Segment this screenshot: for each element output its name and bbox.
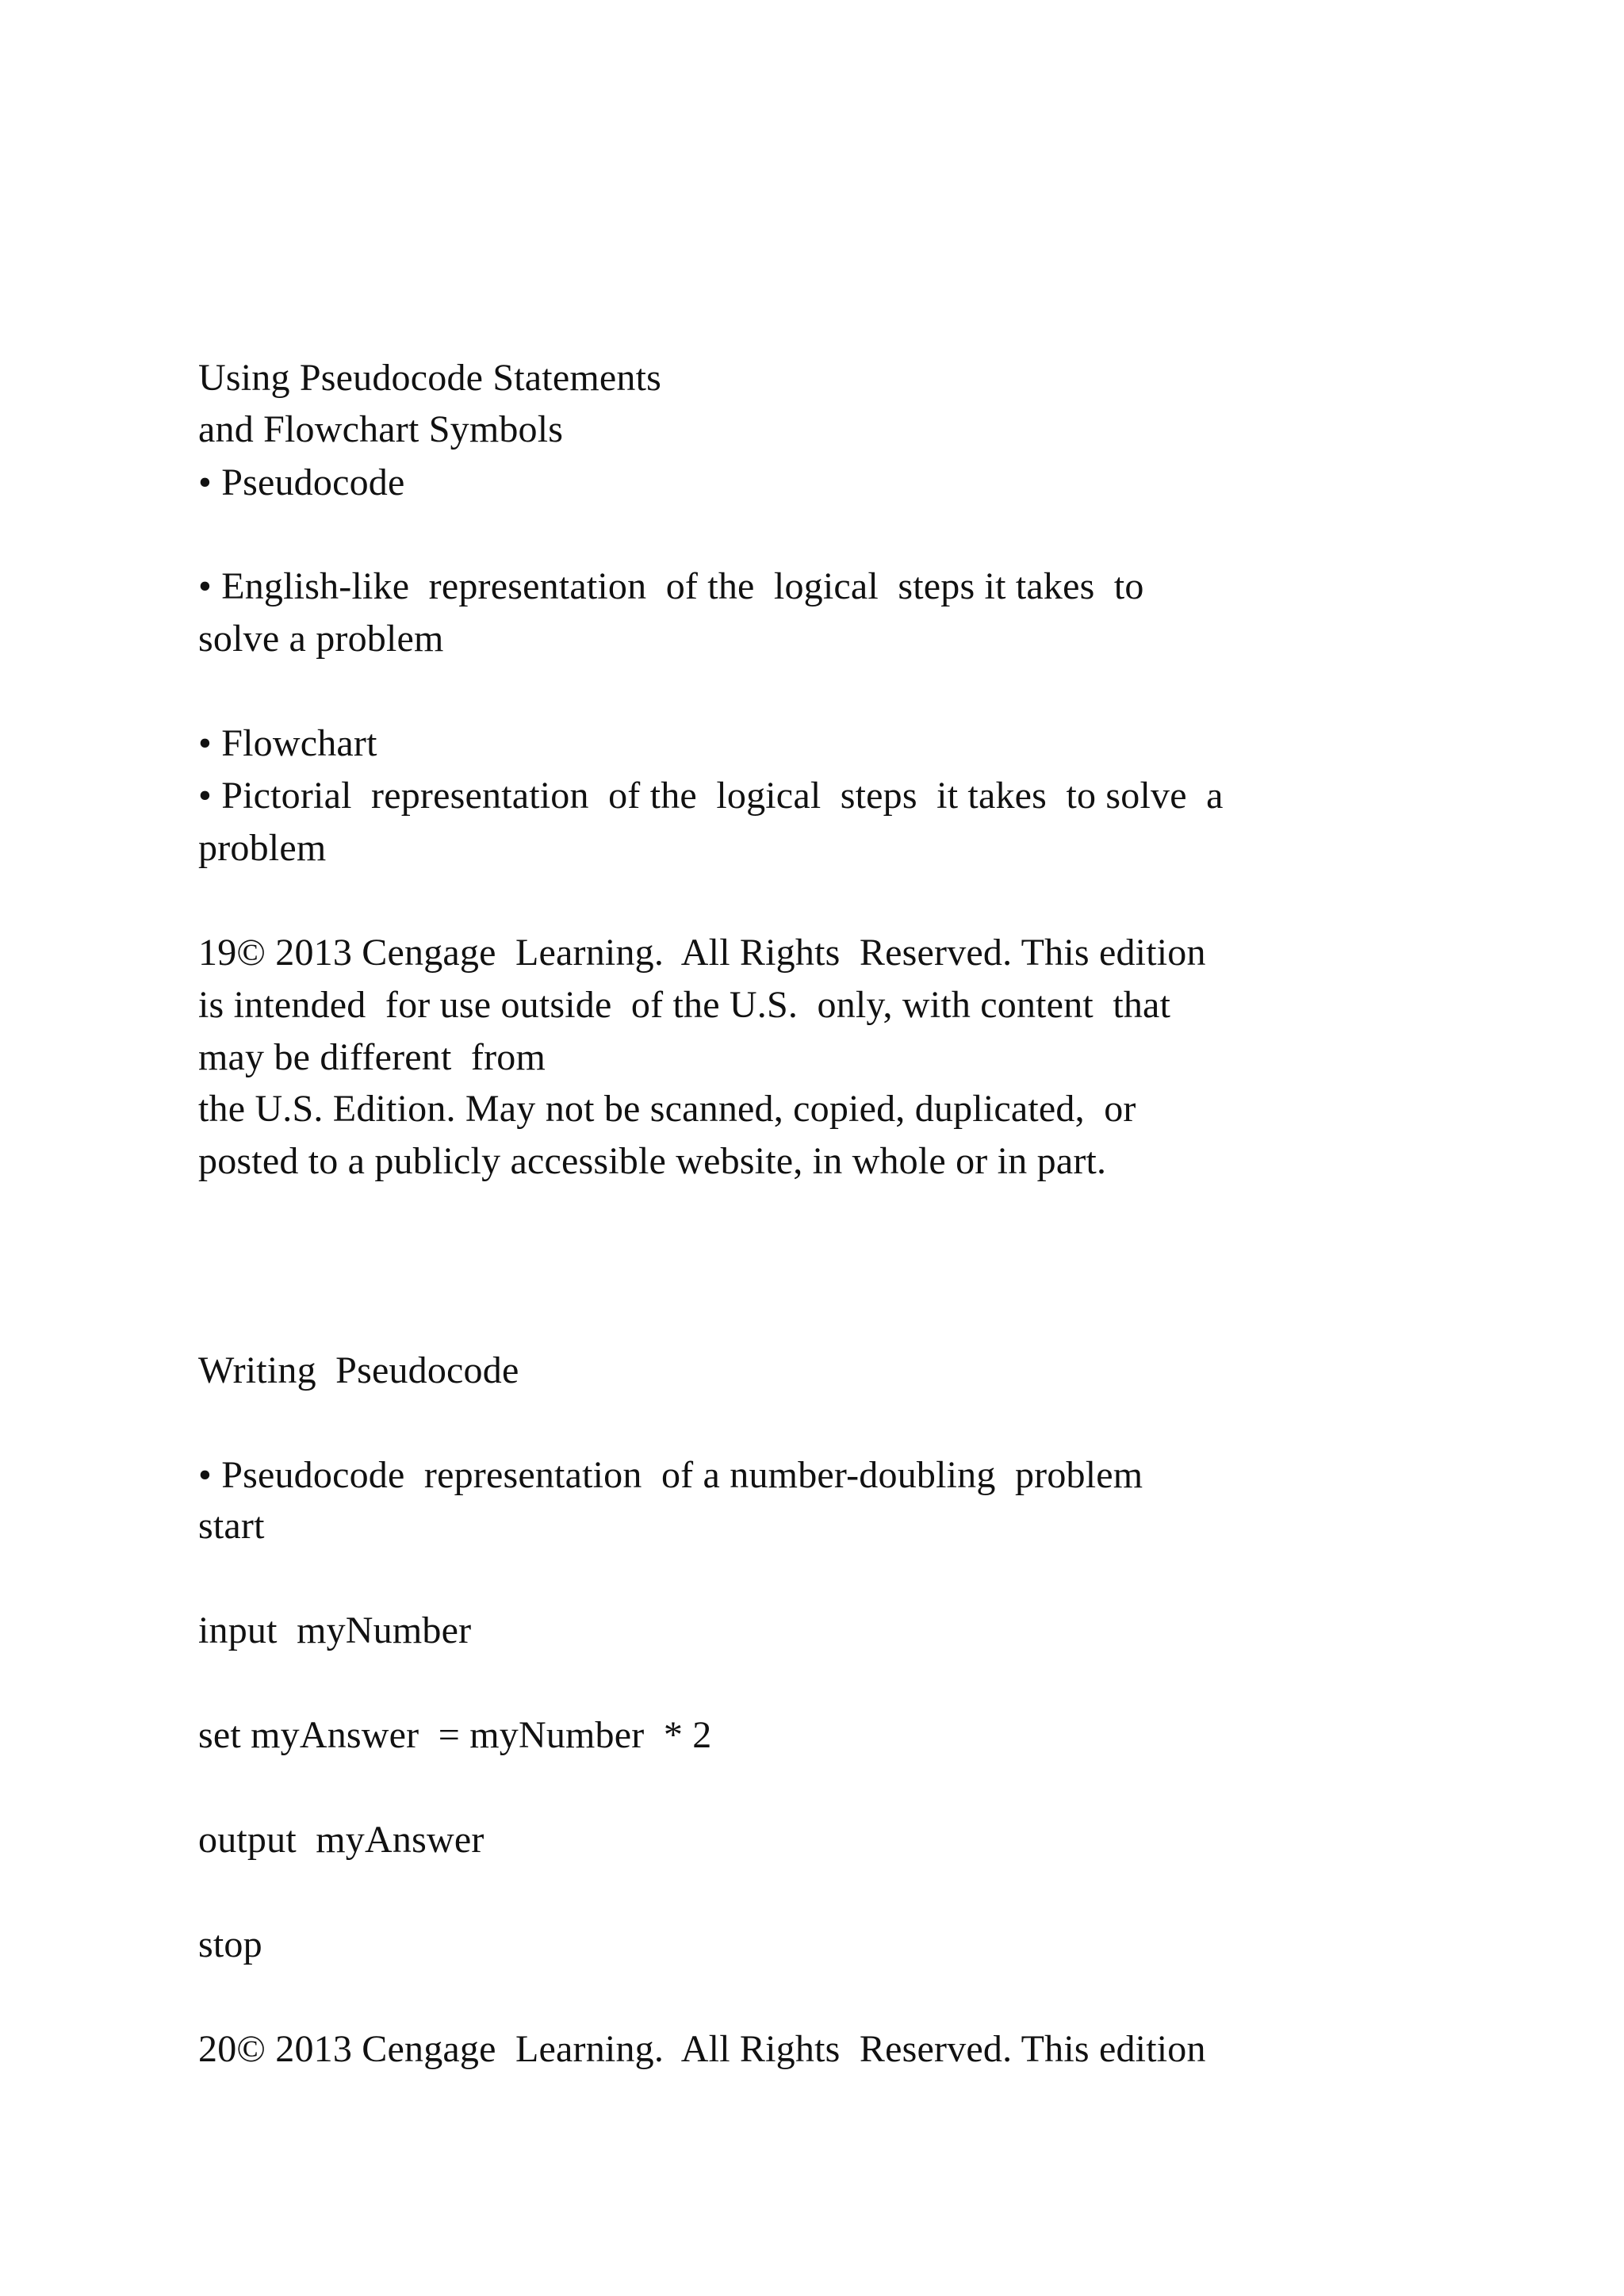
bullet-flowchart: • Flowchart xyxy=(198,722,377,764)
bullet-number-doubling: • Pseudocode representation of a number-doubling problem xyxy=(198,1454,1143,1496)
pseudocode-output: output myAnswer xyxy=(198,1819,485,1861)
copyright-line-1: 19© 2013 Cengage Learning. All Rights Reserved. This edition xyxy=(198,932,1206,974)
bullet-pseudocode-definition: • English-like representation of the logical steps it takes to xyxy=(198,565,1144,607)
heading-line-2: and Flowchart Symbols xyxy=(198,408,564,450)
pseudocode-input: input myNumber xyxy=(198,1609,472,1651)
pseudocode-start: start xyxy=(198,1505,265,1547)
pseudocode-stop: stop xyxy=(198,1923,262,1965)
copyright-line-2: is intended for use outside of the U.S. only, with content that xyxy=(198,984,1171,1026)
heading-line-1: Using Pseudocode Statements xyxy=(198,357,662,399)
copyright-line-next: 20© 2013 Cengage Learning. All Rights Reserved. This edition xyxy=(198,2028,1206,2070)
section-heading: Writing Pseudocode xyxy=(198,1349,519,1391)
copyright-line-5: posted to a publicly accessible website, in whole or in part. xyxy=(198,1140,1107,1182)
bullet-pseudocode-definition-cont: solve a problem xyxy=(198,618,444,660)
bullet-flowchart-definition-cont: problem xyxy=(198,827,327,869)
bullet-pseudocode: • Pseudocode xyxy=(198,461,405,503)
bullet-flowchart-definition: • Pictorial representation of the logical steps it takes to solve a xyxy=(198,775,1224,817)
pseudocode-set: set myAnswer = myNumber * 2 xyxy=(198,1714,712,1756)
copyright-line-3: may be different from xyxy=(198,1036,546,1078)
copyright-line-4: the U.S. Edition. May not be scanned, copied, duplicated, or xyxy=(198,1088,1136,1130)
